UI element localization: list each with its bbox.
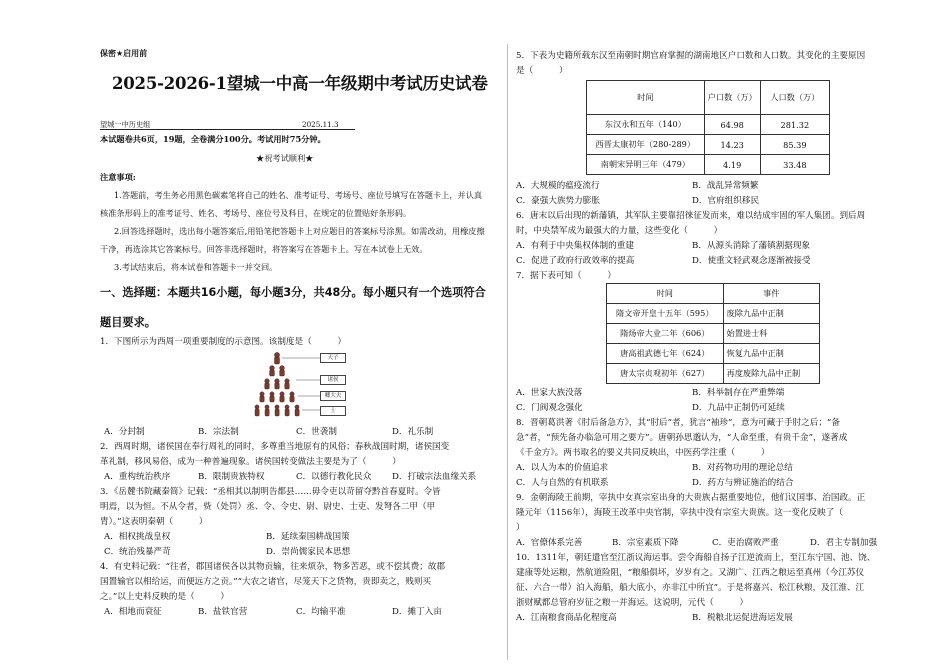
column-divider <box>507 44 508 660</box>
q8-line3: 《千金方》。两书取名的要义共同反映出，中医药学注重（ ） <box>516 448 770 458</box>
q9-line2: 隆元年（1156年），海陵王改革中央官制，宰执中没有宗室大贵族。这一变化反映了（ <box>516 508 843 518</box>
q5-line2: 是（ ） <box>516 66 568 76</box>
q10-option-a: A．江南粮食商品化程度高 <box>516 613 617 623</box>
exam-date: 2025.11.3 <box>302 120 339 129</box>
q8-line1: 8．晋朝葛洪著《肘后备急方》，其“肘后”者，犹言“袖珍”，意为可藏于手肘之后；“备 <box>516 418 840 428</box>
hierarchy-pyramid-figure <box>250 350 360 422</box>
q7-table <box>606 283 820 384</box>
q2-option-c: C．以德行教化民众 <box>296 472 372 482</box>
header-underline <box>100 129 355 130</box>
label-tianzi: 天子 <box>320 353 346 363</box>
q10-line2: 建康等处运粮，然航道险阻，“粮船俱坏，岁岁有之。又湖广、江西之粮运至真州（今江苏仪 <box>516 568 865 578</box>
q7-option-c: C．门阀观念强化 <box>516 403 583 413</box>
q9-line1: 9．金朝海陵王前期，宰执中女真宗室出身的大贵族占据重要地位，他们议国事、治国政。正 <box>516 493 866 503</box>
exam-note: 本试题卷共6页，19题，全卷满分100分。考试用时75分钟。 <box>100 134 326 144</box>
q6-option-c: C．促进了政府行政效率的提高 <box>516 256 635 266</box>
notice-title: 注意事项: <box>100 172 136 182</box>
q9-option-d: D．君主专制加强 <box>810 538 878 548</box>
q3-option-d: D．崇尚儒家民本思想 <box>266 547 351 557</box>
table-row <box>587 115 830 135</box>
q9-option-c: C．吏治腐败严重 <box>712 538 779 548</box>
q7-stem: 7．据下表可知（ ） <box>516 271 616 281</box>
q5-table <box>586 80 830 175</box>
q6-line1: 6．唐末以后出现的新藩镇，其军队主要靠招徕征发而来，难以结成牢固的军人集团。到后周 <box>516 211 866 221</box>
q7-cell: 隋炀帝大业二年（606） <box>607 324 724 344</box>
q8-line2: 急”者，“预先备办临急可用之要方”。唐朝孙思邈认为，“人命至重，有贵千金”，遂著成 <box>516 433 848 443</box>
q5-cell: 281.32 <box>760 115 829 135</box>
q10-line4: 浙财赋都总管府岁征之粮一并海运。这说明，元代（ ） <box>516 598 749 608</box>
q7-option-b: B．科举制存在严重弊端 <box>692 388 785 398</box>
q1-option-d: D．礼乐制 <box>392 427 434 437</box>
q10-line3: 征、六合一带）泊入海船，船大底小，亦非江中所宜”。于是将嘉兴、松江秋粮，及江淮、江 <box>516 583 865 593</box>
q4-option-d: D．摊丁入亩 <box>392 607 442 617</box>
q7-cell: 唐太宗贞观初年（627） <box>607 364 724 384</box>
q7-head-event: 事件 <box>723 284 819 304</box>
q5-cell: 西晋太康初年（280-289） <box>587 135 705 155</box>
q5-cell: 南朝宋异明三年（479） <box>587 155 705 175</box>
q5-head-population: 人口数（万） <box>760 81 829 115</box>
table-row <box>607 344 820 364</box>
q5-cell: 64.98 <box>704 115 760 135</box>
q4-line2: 国置输官以相给运，而便远方之贡。”“大农之诸官，尽笼天下之货物，贵即卖之，贱则买 <box>100 577 432 587</box>
q5-head-households: 户口数（万） <box>704 81 760 115</box>
q9-option-a: A．官僚体系完善 <box>516 538 583 548</box>
exam-title: 2025-2026-1望城一中高一年级期中考试历史试卷 <box>112 74 488 93</box>
q1-option-b: B．宗法制 <box>198 427 239 437</box>
q1-option-a: A．分封制 <box>104 427 145 437</box>
section-heading-line2: 题目要求。 <box>100 316 156 329</box>
q3-line3: 胄）。”这表明秦朝（ ） <box>100 517 208 527</box>
q7-cell: 再度废除九品中正制 <box>723 364 819 384</box>
q3-option-c: C．统治残暴严苛 <box>104 547 171 557</box>
q3-option-a: A．相权挑战皇权 <box>104 532 171 542</box>
q6-option-b: B．从源头消除了藩镇割据现象 <box>692 241 811 251</box>
table-row <box>587 155 830 175</box>
q3-line1: 3．《岳麓书院藏秦简》记载：“丞相其以制明告都县……毋令吏以苛留夺黔首春夏时。令皆 <box>100 487 441 497</box>
q3-line2: 明焉，以为恒。不从令者，赀（处罚）丞、令、令史、尉、尉史、士吏、发弩各二甲（甲 <box>100 502 436 512</box>
table-row <box>607 364 820 384</box>
label-qingdafu: 卿大夫 <box>320 391 346 401</box>
q4-option-c: C．均输平准 <box>296 607 346 617</box>
q5-head-time: 时间 <box>587 81 705 115</box>
q5-option-a: A．大规模的瘟疫流行 <box>516 181 600 191</box>
table-row <box>607 324 820 344</box>
q7-option-d: D．九品中正制仍可延续 <box>692 403 785 413</box>
q8-option-a: A．以人为本的价值追求 <box>516 463 609 473</box>
q2-option-d: D．打破宗法血缘关系 <box>392 472 477 482</box>
q2-line1: 2．西周时期，诸侯国在奉行周礼的同时，多尊重当地原有的风俗；春秋战国时期，诸侯国变 <box>100 442 450 452</box>
q4-line1: 4．有史料记载：“往者，郡国诸侯各以其物贡输，往来烦杂，物多苦恶，或不偿其费；故郡 <box>100 562 446 572</box>
q10-option-b: B．税粮北运促进海运发展 <box>692 613 793 623</box>
notice-2b: 干净，再选涂其它答案标号。回答非选择题时，将答案写在答题卡上。写在本试卷上无效。 <box>100 244 428 254</box>
notice-2a: 2.回答选择题时，选出每小题答案后,用铅笔把答题卡上对应题目的答案标号涂黑。如需改动，用橡皮擦 <box>114 226 485 236</box>
q8-option-d: D．药方与辨证施治的结合 <box>692 478 794 488</box>
q5-option-b: B．战乱异常频繁 <box>692 181 759 191</box>
q10-line1: 10．1311年，朝廷遣官至江浙议海运事。尝令海船自扬子江逆流而上，至江东宁国、池、饶、 <box>516 553 876 563</box>
q6-option-d: D．使重文轻武观念逐渐被接受 <box>692 256 811 266</box>
notice-1a: 1.答题前，考生务必用黑色碳素笔将自己的姓名、准考证号、考场号、座位号填写在答题卡上，并认真 <box>114 190 483 200</box>
q1-stem: 1．下图所示为西周一项重要制度的示意图。该制度是（ ） <box>100 337 347 347</box>
q2-line2: 革礼制，移风易俗，成为一种普遍现象。诸侯国转变做法主要是为了（ ） <box>100 457 401 467</box>
table-row <box>607 304 820 324</box>
table-row <box>587 135 830 155</box>
q3-option-b: B．延续秦国耕战国策 <box>266 532 350 542</box>
label-shi: 士 <box>320 406 346 416</box>
q9-line3: ） <box>516 523 525 533</box>
q7-cell: 恢复九品中正制 <box>723 344 819 364</box>
q5-cell: 85.39 <box>760 135 829 155</box>
q4-option-a: A．相地而衰征 <box>104 607 162 617</box>
section-heading-line1: 一、选择题：本题共16小题，每小题3分，共48分。每小题只有一个选项符合 <box>100 286 486 299</box>
q7-cell: 唐高祖武德七年（624） <box>607 344 724 364</box>
q7-cell: 隋文帝开皇十五年（595） <box>607 304 724 324</box>
q8-option-c: C．人与自然的有机联系 <box>516 478 609 488</box>
q5-option-c: C．豪强大族势力膨胀 <box>516 196 600 206</box>
q5-line1: 5．下表为史籍所载东汉至南朝时期官府掌握的湖南地区户口数和人口数。其变化的主要原因 <box>516 51 866 61</box>
q6-option-a: A．有利于中央集权体制的重建 <box>516 241 634 251</box>
q2-option-b: B．限制贵族特权 <box>198 472 265 482</box>
q5-cell: 33.48 <box>760 155 829 175</box>
q7-option-a: A．世家大族没落 <box>516 388 583 398</box>
q2-option-a: A．重构统治秩序 <box>104 472 171 482</box>
q9-option-b: B．宗室素质下降 <box>612 538 679 548</box>
q4-option-b: B．盐铁官营 <box>198 607 248 617</box>
q5-cell: 14.23 <box>704 135 760 155</box>
q4-line3: 之。”以上史料反映的是（ ） <box>100 592 230 602</box>
q7-cell: 始置进士科 <box>723 324 819 344</box>
q6-line2: 时，中央禁军成为最强大的力量，这些变化（ ） <box>516 226 723 236</box>
school-group: 望城一中历史组 <box>100 120 151 129</box>
wish-line: ★祝考试顺利★ <box>256 153 314 163</box>
q5-cell: 4.19 <box>704 155 760 175</box>
q5-option-d: D．官府组织移民 <box>692 196 760 206</box>
notice-3: 3.考试结束后，将本试卷和答题卡一并交回。 <box>114 262 278 272</box>
notice-1b: 核准条形码上的准考证号、姓名、考场号、座位号及科目，在规定的位置贴好条形码。 <box>100 208 412 218</box>
q7-cell: 废除九品中正制 <box>723 304 819 324</box>
q8-option-b: B．对药物功用的理论总结 <box>692 463 793 473</box>
secret-label: 保密★启用前 <box>100 49 148 58</box>
q1-option-c: C．世袭制 <box>296 427 337 437</box>
label-zhuhou: 诸侯 <box>320 375 346 385</box>
q5-cell: 东汉永和五年（140） <box>587 115 705 135</box>
q7-head-time: 时间 <box>607 284 724 304</box>
